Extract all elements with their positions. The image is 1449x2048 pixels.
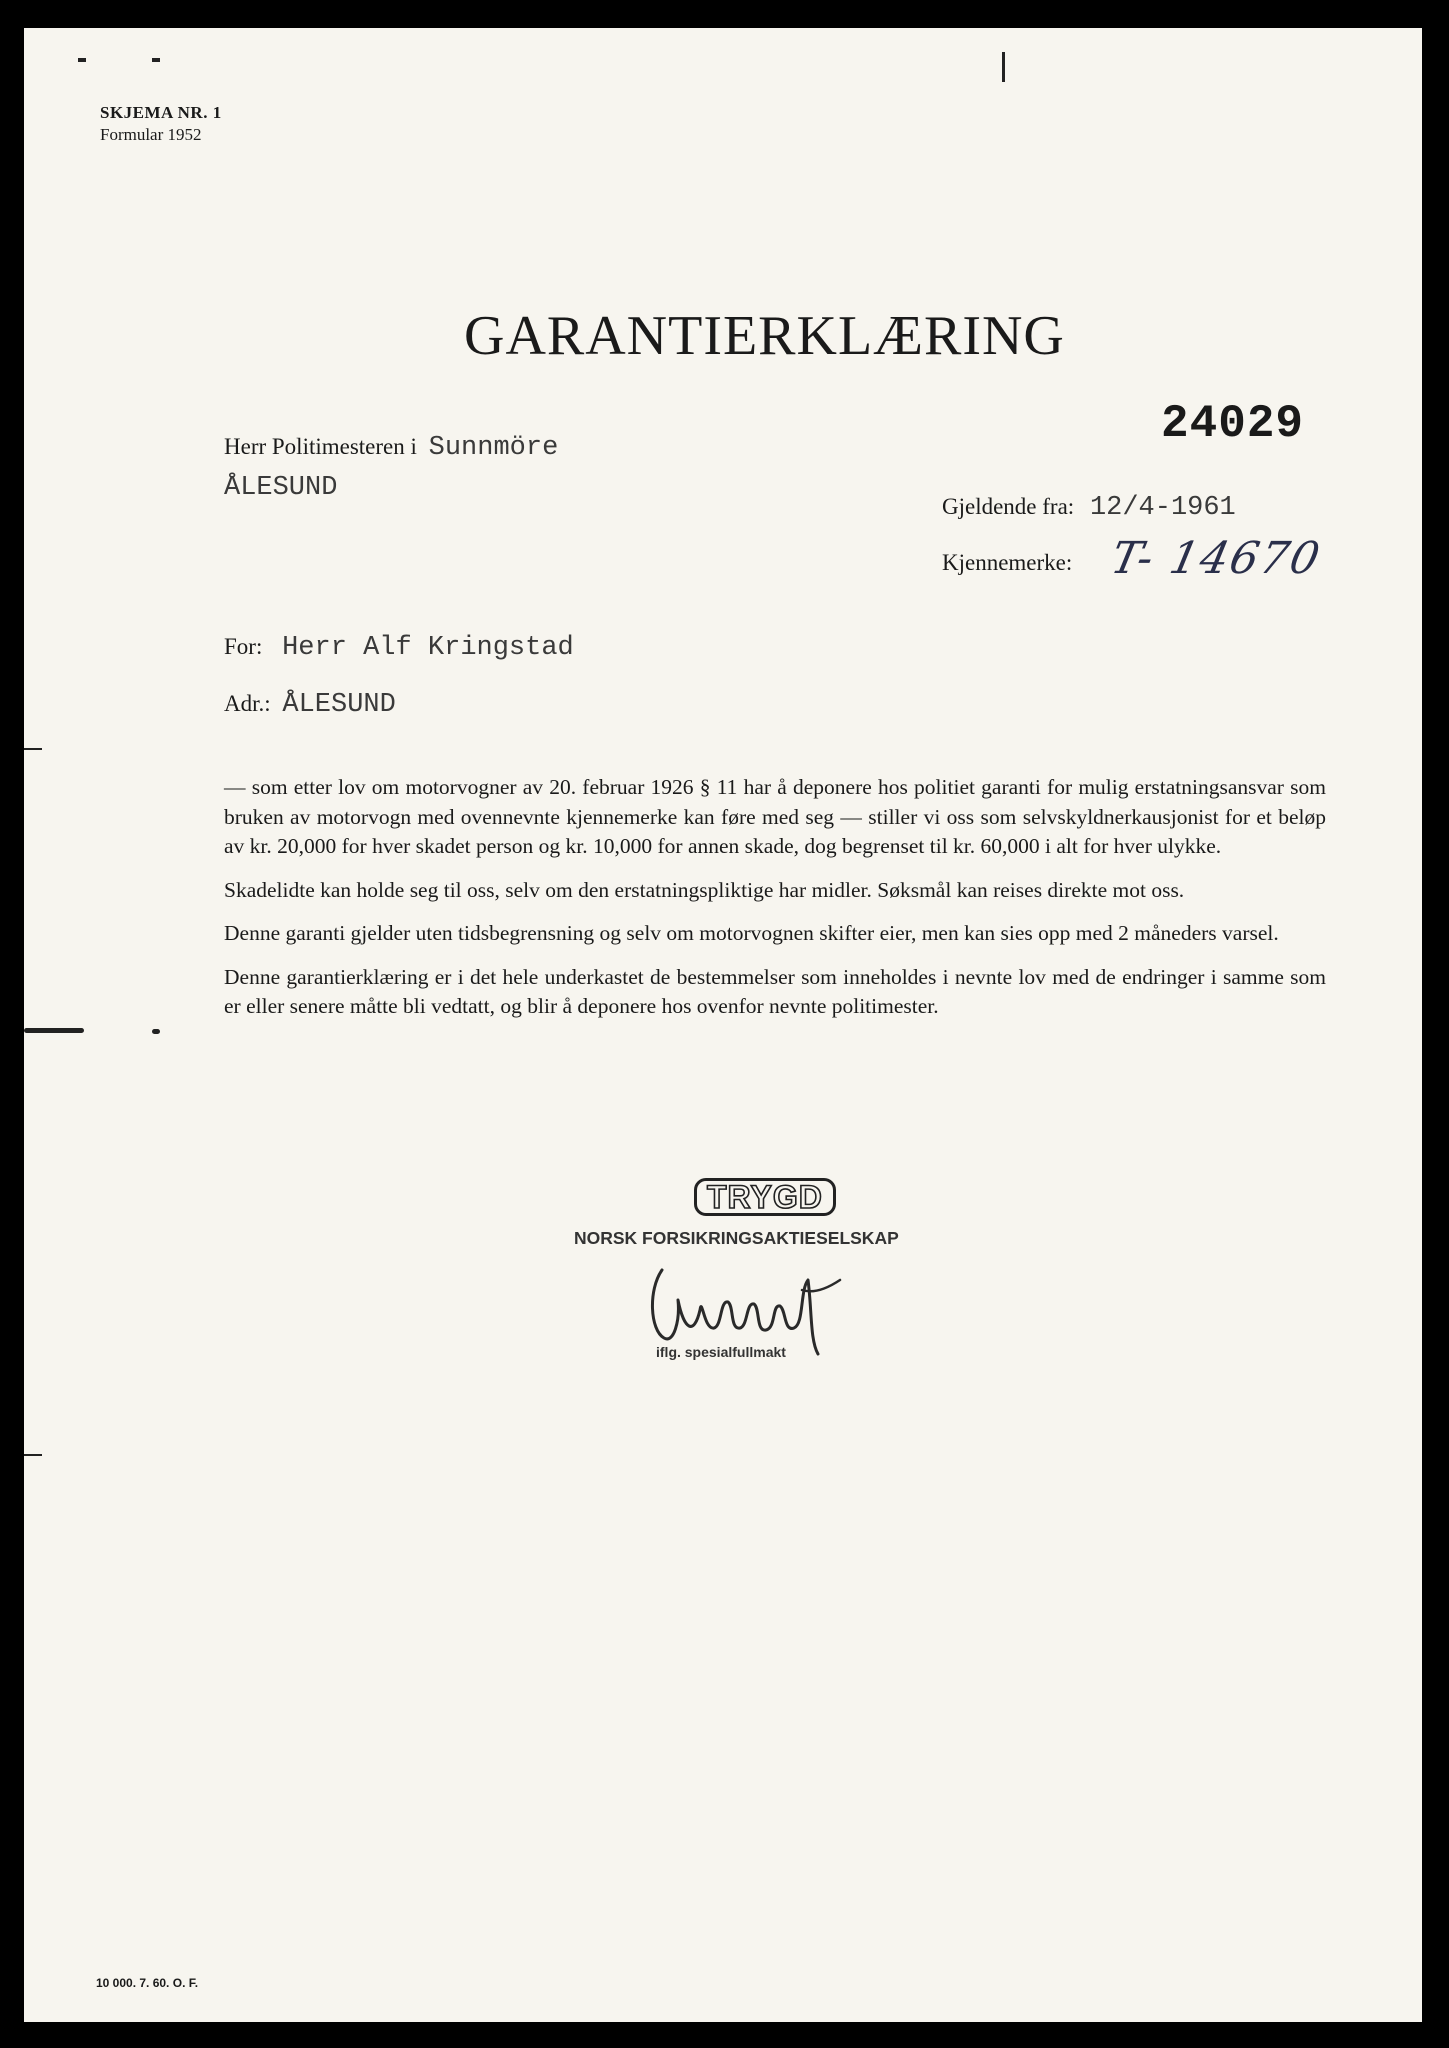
punch-mark — [152, 58, 160, 62]
ink-speck — [24, 1028, 84, 1033]
holder-label: For: — [224, 634, 263, 659]
fold-mark — [24, 748, 42, 750]
recipient-label: Herr Politimesteren i — [224, 434, 417, 459]
trygd-logo: TRYGD — [694, 1178, 836, 1216]
document-page — [24, 28, 1422, 2022]
paragraph: — som etter lov om motorvogner av 20. februar 1926 § 11 har å deponere hos politiet garanti for mulig erstatningsansvar som bruken av motorvogn med ovennevnte kjennemerke kan føre med seg — stiller vi oss som selvskyldnerkausjonist for et beløp av kr. 20,000 for hver skadet person og kr. 10,000 for annen skade, dog begrenset til kr. 60,000 i alt for hver ulykke. — [224, 775, 1326, 858]
address-label: Adr.: — [224, 691, 271, 716]
paragraph: Skadelidte kan holde seg til oss, selv om den erstatningspliktige har midler. Søksmål kan reises direkte mot oss. — [224, 877, 1185, 902]
valid-from-date: 12/4-1961 — [1089, 493, 1236, 523]
company-stamp — [574, 1178, 954, 1398]
page-title: GARANTIERKLÆRING — [464, 305, 1065, 367]
address-line — [224, 690, 396, 720]
holder-line — [224, 633, 574, 663]
recipient-city: ÅLESUND — [224, 473, 338, 503]
document-number: 24029 — [1161, 398, 1305, 450]
print-code: 10 000. 7. 60. O. F. — [96, 1976, 199, 1990]
form-identifier — [100, 102, 222, 146]
punch-mark — [78, 58, 86, 62]
paragraph: Denne garanti gjelder uten tidsbegrensning og selv om motorvognen skifter eier, men kan sies opp med 2 måneders varsel. — [224, 921, 1279, 945]
ink-speck — [152, 1029, 160, 1034]
plate-handwritten-value: T- 14670 — [1106, 533, 1326, 584]
declaration-body — [224, 773, 1326, 1036]
authority-note: iflg. spesialfullmakt — [656, 1344, 786, 1360]
form-number: SKJEMA NR. 1 — [100, 103, 222, 122]
plate-label: Kjennemerke: — [942, 550, 1073, 575]
form-year: Formular 1952 — [100, 125, 202, 144]
valid-from-line — [942, 493, 1236, 523]
paragraph: Denne garantierklæring er i det hele underkastet de bestemmelser som inneholdes i nevnte lov med de endringer i samme som er eller senere måtte bli vedtatt, og blir å deponere hos ovenfor nevnte politimester. — [224, 964, 1326, 1018]
fold-mark — [1002, 52, 1005, 82]
company-name: NORSK FORSIKRINGSAKTIESELSKAP — [574, 1228, 899, 1248]
valid-from-label: Gjeldende fra: — [942, 494, 1075, 519]
recipient-district: Sunnmöre — [428, 433, 559, 463]
address-value: ÅLESUND — [282, 690, 396, 720]
fold-mark — [24, 1454, 42, 1456]
recipient-line — [224, 433, 558, 463]
holder-name: Herr Alf Kringstad — [282, 633, 574, 663]
